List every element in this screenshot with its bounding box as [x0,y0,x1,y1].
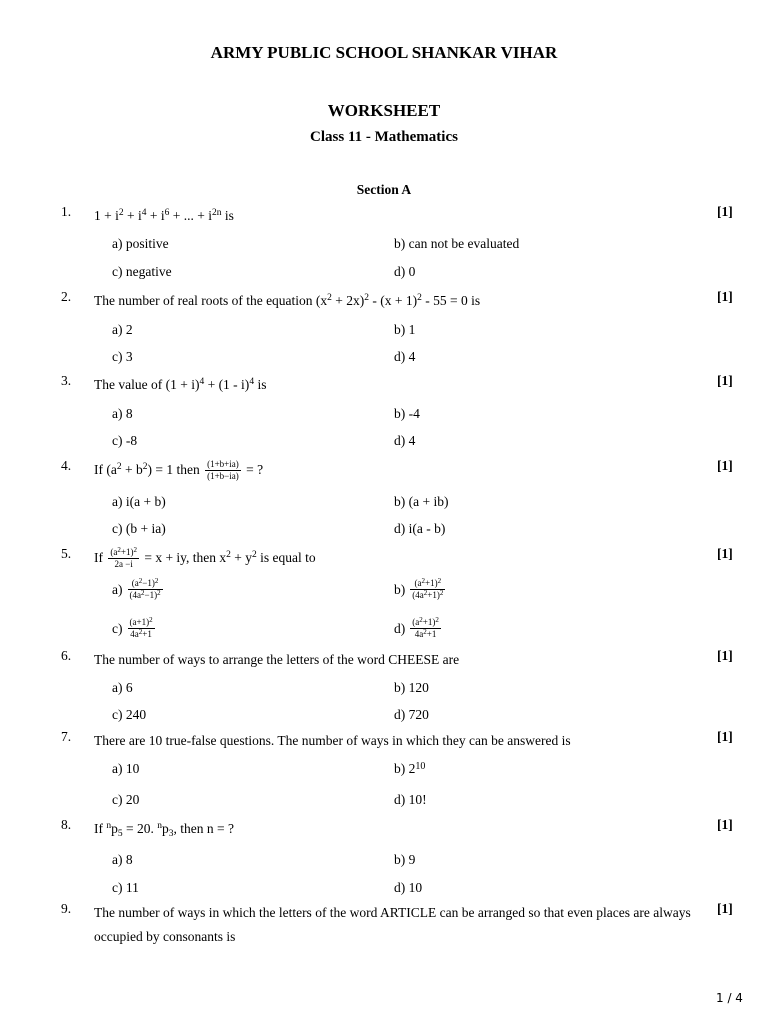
option-label: d) [394,620,406,636]
school-name: ARMY PUBLIC SCHOOL SHANKAR VIHAR [210,43,558,62]
option-label: b) [394,581,406,597]
option-c: c) 3 [112,349,133,364]
marks-label: [1] [717,204,733,219]
option-a: a) 8 [112,406,133,421]
option-c: c) -8 [112,433,138,448]
question-text: The number of real roots of the equation $(x^2 + 2x)^2 - (x + 1)^2 - 55 = 0$ is [94,293,481,308]
class-subtitle: Class 11 - Mathematics [310,129,458,145]
question-number: 2. [61,289,72,304]
option-b [394,578,447,601]
option-b: b) 9 [394,852,416,867]
option-c: c) 240 [112,707,147,722]
question-number: 6. [61,648,72,663]
worksheet-title: WORKSHEET [327,101,441,120]
question-number: 3. [61,373,72,388]
marks-label: [1] [717,289,733,304]
option-b: b) (a + ib) [394,494,449,509]
option-d: d) 0 [394,264,416,279]
marks-label: [1] [717,546,733,561]
option-label: a) [112,581,123,597]
question-text: There are 10 true-false questions. The number of ways in which they can be answered is [94,733,571,748]
fraction: $\frac{(1+b+ia)}{(1+b-ia)}$ [207,459,239,482]
option-b: b) 120 [394,680,429,695]
option-a: a) 10 [112,761,140,776]
option-d: d) i(a - b) [394,521,446,536]
fraction: $\frac{(a+1)^2}{4a^2+1}$ [129,616,153,639]
option-a: a) i(a + b) [112,494,166,509]
marks-label: [1] [717,648,733,663]
question-text: If $^np_5 = 20$. $^np_3$, then n = ? [94,821,234,839]
option-b: b) can not be evaluated [394,236,520,251]
question-number: 4. [61,458,72,473]
question-text: If $(a^2 + b^2) = 1$ then $\frac{(1+b+ia)}{(1+b-ia)}$ = ? [94,459,264,482]
option-b: b) 1 [394,322,416,337]
option-b: b) -4 [394,406,420,421]
option-d: d) 4 [394,349,416,364]
page-number: 1 / 4 [716,991,743,1005]
marks-label: [1] [717,729,733,744]
question-number: 7. [61,729,72,744]
question-number: 8. [61,817,72,832]
fraction: $\frac{(a^2+1)^2}{(4a^2+1)^2}$ [412,577,444,600]
question-number: 1. [61,204,72,219]
option-label: c) [112,620,123,636]
question-number: 9. [61,901,72,916]
marks-label: [1] [717,901,733,916]
question-text: The number of ways to arrange the letters of the word CHEESE are [94,652,460,667]
option-d: d) 4 [394,433,416,448]
section-heading: Section A [356,182,412,197]
question-text: The number of ways in which the letters of the word ARTICLE can be arranged so that even places are always occupied by consonants is [94,905,691,944]
option-a: a) 6 [112,680,133,695]
question-text: The value of $(1 + i)^4 + (1 - i)^4$ is [94,377,267,392]
fraction: $\frac{(a^2+1)^2}{2a -i}$ [110,546,137,570]
option-d: d) 10! [394,792,427,807]
option-d: d) 720 [394,707,429,722]
option-a: a) 2 [112,322,133,337]
option-a [112,578,165,601]
option-d [394,617,443,640]
fraction: $\frac{(a^2+1)^2}{4a^2+1}$ [412,616,439,639]
option-text: b) 2 [394,761,416,776]
marks-label: [1] [717,817,733,832]
option-c: c) negative [112,264,172,279]
option-c: c) 11 [112,880,139,895]
question-text: If $\frac{(a^2+1)^2}{2a -i}$ = x + iy, then $x^2 + y^2$ is equal to [94,546,316,570]
option-b: b) $2^{10}$ [394,761,426,776]
option-a: a) 8 [112,852,133,867]
fraction: $\frac{(a^2-1)^2}{(4a^2-1)^2}$ [129,577,161,600]
option-c: c) 20 [112,792,140,807]
marks-label: [1] [717,373,733,388]
option-a: a) positive [112,236,169,251]
question-number: 5. [61,546,72,561]
question-text: $1 + i^2 + i^4 + i^6$ + ... + $i^{2n}$ is [94,208,234,223]
marks-label: [1] [717,458,733,473]
option-c [112,617,157,640]
option-c: c) (b + ia) [112,521,166,536]
option-d: d) 10 [394,880,423,895]
